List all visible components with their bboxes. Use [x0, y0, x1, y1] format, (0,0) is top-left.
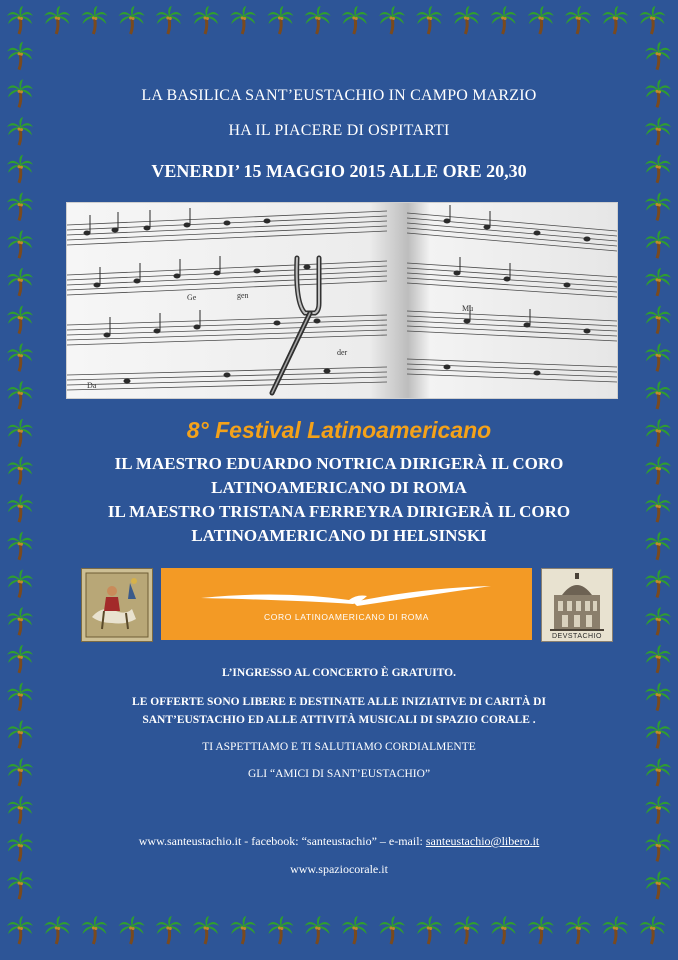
palm-tree-icon [305, 916, 331, 944]
festival-title: 8° Festival Latinoamericano [186, 417, 492, 443]
svg-text:gen: gen [237, 291, 249, 300]
festival-line-2: LATINOAMERICANO DI ROMA [211, 478, 467, 497]
logo-text: CORO LATINOAMERICANO DI ROMA [264, 612, 429, 622]
signature: GLI “AMICI DI SANT’EUSTACHIO” [247, 768, 431, 780]
palm-tree-icon [645, 193, 671, 221]
palm-tree-icon [7, 230, 33, 258]
festival-line-3: IL MAESTRO TRISTANA FERREYRA DIRIGERÀ IL CORO [107, 502, 571, 521]
basilica-engraving-image [541, 568, 613, 642]
palm-tree-icon [230, 916, 256, 944]
palm-tree-icon [528, 6, 554, 34]
palm-tree-icon [639, 916, 665, 944]
palm-tree-icon [305, 6, 331, 34]
palm-tree-icon [193, 6, 219, 34]
festival-line-1: IL MAESTRO EDUARDO NOTRICA DIRIGERÀ IL CORO [114, 454, 564, 473]
svg-text:Mu: Mu [462, 304, 474, 313]
palm-tree-icon [342, 916, 368, 944]
palm-tree-icon [7, 268, 33, 296]
offers-line-1: LE OFFERTE SONO LIBERE E DESTINATE ALLE INIZIATIVE DI CARITÀ DI [132, 696, 546, 708]
palm-tree-icon [7, 42, 33, 70]
palm-tree-icon [528, 916, 554, 944]
palm-tree-icon [491, 6, 517, 34]
palm-tree-icon [602, 6, 628, 34]
palm-tree-icon [645, 42, 671, 70]
palm-tree-icon [7, 306, 33, 334]
palm-tree-icon [7, 381, 33, 409]
palm-tree-icon [193, 916, 219, 944]
palm-tree-icon [453, 916, 479, 944]
contacts-separator: - facebook: “santeustachio” – e-mail: [241, 834, 426, 848]
palm-tree-icon [7, 796, 33, 824]
palm-tree-icon [379, 6, 405, 34]
bird-wing-icon [161, 568, 532, 640]
medieval-miniature-image [81, 568, 153, 642]
intro-line-1: LA BASILICA SANT’EUSTACHIO IN CAMPO MARZIO [141, 87, 537, 104]
sheet-music-illustration [67, 203, 617, 398]
palm-tree-icon [7, 570, 33, 598]
palm-tree-icon [267, 6, 293, 34]
intro-line-2: HA IL PIACERE DI OSPITARTI [228, 122, 450, 139]
greeting: TI ASPETTIAMO E TI SALUTIAMO CORDIALMENTE [202, 741, 476, 753]
palm-tree-icon [645, 230, 671, 258]
palm-tree-icon [565, 916, 591, 944]
free-entry-note: L’INGRESSO AL CONCERTO È GRATUITO. [221, 667, 457, 679]
contacts-line [0, 834, 678, 849]
festival-line-4: LATINOAMERICANO DI HELSINSKI [191, 526, 487, 545]
palm-tree-icon [7, 193, 33, 221]
palm-tree-icon [565, 6, 591, 34]
svg-text:der: der [337, 348, 348, 357]
engraving-caption: DEVSTACHIO [552, 633, 602, 640]
palm-tree-icon [645, 343, 671, 371]
palm-tree-icon [119, 916, 145, 944]
palm-tree-icon [639, 6, 665, 34]
svg-text:Ge: Ge [187, 293, 197, 302]
palm-tree-icon [156, 916, 182, 944]
palm-tree-icon [416, 6, 442, 34]
palm-tree-icon [267, 916, 293, 944]
palm-tree-icon [156, 6, 182, 34]
palm-tree-icon [7, 607, 33, 635]
palm-tree-icon [81, 916, 107, 944]
palm-tree-icon [645, 607, 671, 635]
palm-tree-icon [7, 343, 33, 371]
palm-tree-icon [379, 916, 405, 944]
palm-tree-icon [491, 916, 517, 944]
website-link[interactable]: www.santeustachio.it [138, 834, 242, 848]
palm-tree-icon [7, 916, 33, 944]
palm-tree-icon [416, 916, 442, 944]
event-date: VENERDI’ 15 MAGGIO 2015 ALLE ORE 20,30 [151, 161, 527, 181]
palm-tree-icon [645, 268, 671, 296]
palm-tree-icon [230, 6, 256, 34]
sheet-music-image [66, 202, 618, 399]
palm-tree-icon [645, 796, 671, 824]
palm-tree-icon [602, 916, 628, 944]
palm-tree-icon [44, 916, 70, 944]
website-2-link[interactable]: www.spaziocorale.it [290, 862, 388, 876]
palm-tree-icon [645, 381, 671, 409]
palm-tree-icon [342, 6, 368, 34]
palm-tree-icon [7, 6, 33, 34]
palm-tree-icon [44, 6, 70, 34]
offers-line-2: SANT’EUSTACHIO ED ALLE ATTIVITÀ MUSICALI DI SPAZIO CORALE . [142, 714, 536, 726]
palm-tree-icon [645, 306, 671, 334]
palm-tree-icon [119, 6, 145, 34]
palm-tree-icon [645, 570, 671, 598]
svg-text:Da: Da [87, 381, 97, 390]
palm-tree-icon [453, 6, 479, 34]
email-link[interactable]: santeustachio@libero.it [425, 834, 540, 848]
palm-tree-icon [81, 6, 107, 34]
coro-logo-banner [161, 568, 532, 640]
